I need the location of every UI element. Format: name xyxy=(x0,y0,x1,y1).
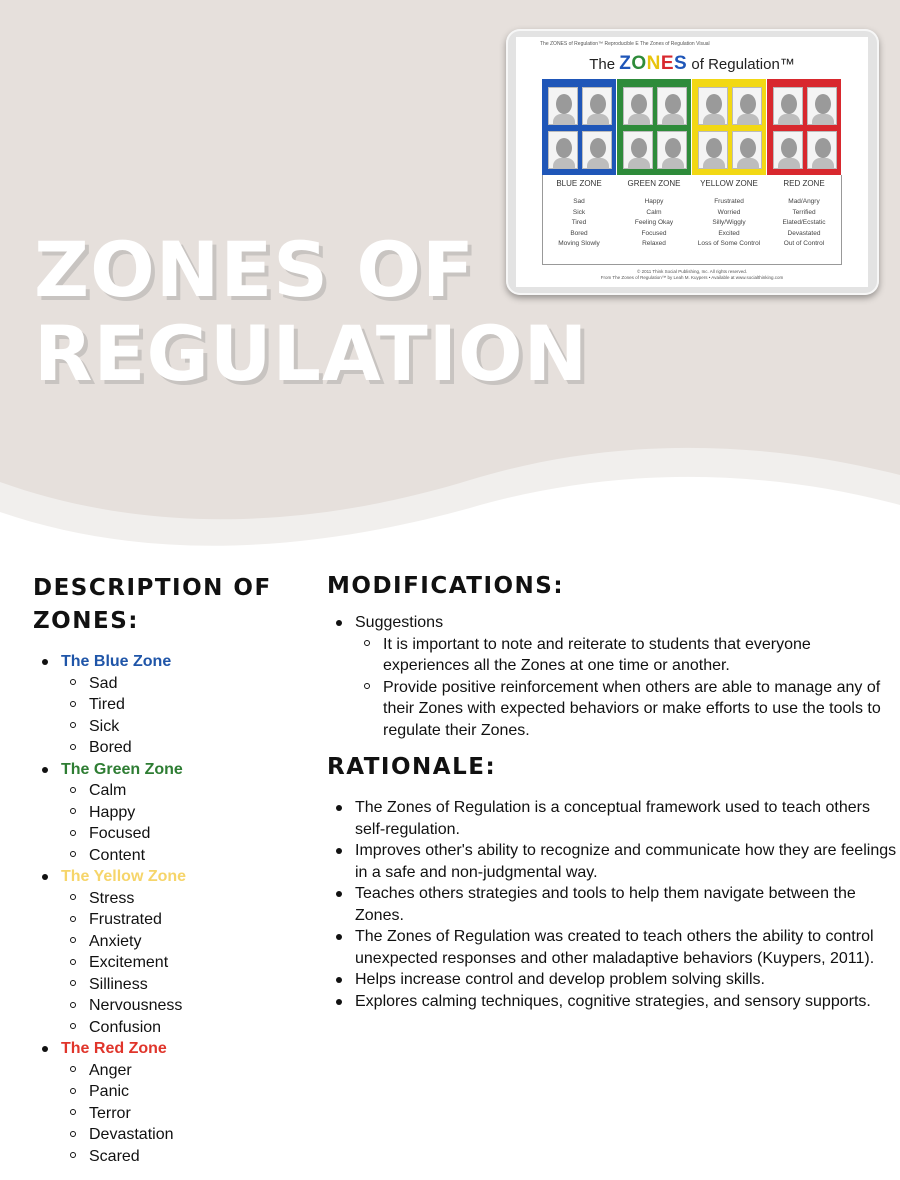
face-head xyxy=(781,138,797,158)
description-heading: DESCRIPTION OF ZONES: xyxy=(33,575,272,634)
list-item: Stress xyxy=(61,888,303,910)
face-head xyxy=(631,138,647,158)
zone-emotion: Terrified xyxy=(792,208,816,216)
list-item: Improves other's ability to recognize and communicate how they are feelings in a safe and non-judgmental way. xyxy=(327,840,897,883)
child-face-illustration xyxy=(657,87,687,125)
zone-faces-panel xyxy=(617,79,691,175)
zone-emotion: Mad/Angry xyxy=(788,198,820,205)
face-head xyxy=(590,94,606,114)
list-item: Content xyxy=(61,845,303,867)
face-body xyxy=(662,158,684,168)
list-item: Anger xyxy=(61,1060,303,1082)
zone-name: The Green Zone xyxy=(61,760,183,778)
face-body xyxy=(812,114,834,124)
modifications-sublist xyxy=(355,634,897,742)
list-item: Provide positive reinforcement when others are able to manage any of their Zones with expected behaviors or make efforts to use the tools to regulate their Zones. xyxy=(355,677,897,742)
zone-emotion: Focused xyxy=(641,229,667,237)
modifications-list xyxy=(327,612,897,741)
child-face-illustration xyxy=(698,131,728,169)
zone-emotion: Worried xyxy=(717,208,741,216)
zone-emotion: Out of Control xyxy=(783,240,825,248)
face-head xyxy=(556,94,572,114)
face-head xyxy=(815,94,831,114)
face-head xyxy=(665,94,681,114)
zone-emotion: Excited xyxy=(718,229,740,237)
list-item: Silliness xyxy=(61,974,303,996)
list-item: Explores calming techniques, cognitive strategies, and sensory supports. xyxy=(327,991,897,1013)
zones-table-border xyxy=(542,175,842,265)
chart-title: The ZONES of Regulation™ xyxy=(589,53,795,74)
description-section xyxy=(33,572,303,1167)
zone-name: The Red Zone xyxy=(61,1040,167,1057)
list-item: Sad xyxy=(61,673,303,695)
zone-faces-panel xyxy=(542,79,616,175)
zone-emotion: Frustrated xyxy=(714,198,744,205)
zone-faces-panel xyxy=(692,79,766,175)
list-item: Nervousness xyxy=(61,995,303,1017)
child-face-illustration xyxy=(548,131,578,169)
zone-sublist xyxy=(61,1060,303,1168)
face-head xyxy=(590,138,606,158)
face-body xyxy=(737,114,759,124)
zone-emotion: Calm xyxy=(646,208,662,216)
chart-footer: © 2011 Think Social Publishing, Inc. All rights reserved. From The Zones of Regulation™ by Leah M. Kuypers • Available at www.socialthinking.com xyxy=(600,269,784,280)
child-face-illustration xyxy=(548,87,578,125)
face-head xyxy=(781,94,797,114)
face-body xyxy=(703,114,725,124)
zone-emotion: Relaxed xyxy=(642,240,666,248)
list-item: Teaches others strategies and tools to help them navigate between the Zones. xyxy=(327,883,897,926)
wave-divider xyxy=(0,420,900,580)
zone-emotion: Sad xyxy=(573,198,585,205)
list-item: The Zones of Regulation was created to teach others the ability to control unexpected responses and other maladaptive behaviors (Kuypers, 2011). xyxy=(327,926,897,969)
zone-column-label: RED ZONE xyxy=(783,179,825,188)
chart-header-small: The ZONES of Regulation™ Reproducible E The Zones of Regulation Visual xyxy=(540,41,710,47)
zone-list-item xyxy=(33,1038,303,1167)
face-body xyxy=(662,114,684,124)
list-item: It is important to note and reiterate to students that everyone experiences all the Zones at one time or another. xyxy=(355,634,897,677)
list-item: Happy xyxy=(61,802,303,824)
face-body xyxy=(587,114,609,124)
face-body xyxy=(553,114,575,124)
zone-sublist xyxy=(61,673,303,759)
list-item: Helps increase control and develop problem solving skills. xyxy=(327,969,897,991)
list-item: Scared xyxy=(61,1146,303,1168)
face-body xyxy=(628,158,650,168)
zone-emotion: Tired xyxy=(571,219,587,227)
rationale-list xyxy=(327,797,897,1012)
face-body xyxy=(778,158,800,168)
zone-name: The Blue Zone xyxy=(61,653,172,670)
face-head xyxy=(815,138,831,158)
zone-column-label: GREEN ZONE xyxy=(627,179,681,188)
list-item: The Zones of Regulation is a conceptual framework used to teach others self-regulation. xyxy=(327,797,897,840)
list-item: Suggestions It is important to note and reiterate to students that everyone experiences all the Zones at one time or another. Provide positive reinforcement when others are able to manage any of their Zones with expected behaviors or make efforts to use the tools to regulate their Zones. xyxy=(327,612,897,741)
face-body xyxy=(812,158,834,168)
page-title: ZONES OF REGULATION xyxy=(34,225,589,398)
face-body xyxy=(587,158,609,168)
zones-chart-screen xyxy=(516,37,868,287)
child-face-illustration xyxy=(732,87,762,125)
child-face-illustration xyxy=(698,87,728,125)
modifications-heading: MODIFICATIONS: xyxy=(327,573,565,599)
list-item: Tired xyxy=(61,694,303,716)
face-head xyxy=(706,138,722,158)
face-head xyxy=(706,94,722,114)
face-head xyxy=(556,138,572,158)
list-item: Bored xyxy=(61,737,303,759)
list-item: Confusion xyxy=(61,1017,303,1039)
list-item: Frustrated xyxy=(61,909,303,931)
zone-emotion: Happy xyxy=(644,198,664,205)
face-head xyxy=(665,138,681,158)
zone-emotion: Bored xyxy=(570,229,588,237)
list-item: Excitement xyxy=(61,952,303,974)
zone-emotion: Sick xyxy=(572,208,586,216)
list-item: Terror xyxy=(61,1103,303,1125)
zone-emotion: Feeling Okay xyxy=(634,219,674,227)
face-body xyxy=(737,158,759,168)
child-face-illustration xyxy=(732,131,762,169)
zones-chart-tablet xyxy=(506,29,879,295)
zones-description-list xyxy=(33,651,303,1167)
zone-emotion: Moving Slowly xyxy=(558,240,600,248)
face-body xyxy=(778,114,800,124)
zone-list-item xyxy=(33,759,303,867)
child-face-illustration xyxy=(623,131,653,169)
child-face-illustration xyxy=(582,131,612,169)
face-head xyxy=(740,94,756,114)
zone-emotion: Loss of Some Control xyxy=(697,240,761,248)
face-body xyxy=(553,158,575,168)
list-item: Anxiety xyxy=(61,931,303,953)
face-body xyxy=(628,114,650,124)
child-face-illustration xyxy=(807,131,837,169)
rationale-heading: RATIONALE: xyxy=(327,754,497,780)
zone-emotion: Elated/Ecstatic xyxy=(782,219,826,227)
child-face-illustration xyxy=(807,87,837,125)
zone-column-label: BLUE ZONE xyxy=(556,179,602,188)
zone-list-item xyxy=(33,651,303,759)
zone-emotion: Silly/Wiggly xyxy=(712,219,746,227)
face-body xyxy=(703,158,725,168)
zone-column-label: YELLOW ZONE xyxy=(700,179,758,188)
face-head xyxy=(631,94,647,114)
zone-emotion: Devastated xyxy=(787,229,821,237)
child-face-illustration xyxy=(657,131,687,169)
face-head xyxy=(740,138,756,158)
zone-sublist xyxy=(61,780,303,866)
child-face-illustration xyxy=(623,87,653,125)
list-item: Devastation xyxy=(61,1124,303,1146)
list-item: Sick xyxy=(61,716,303,738)
zone-name: The Yellow Zone xyxy=(61,868,187,885)
list-item: Calm xyxy=(61,780,303,802)
list-item: Panic xyxy=(61,1081,303,1103)
right-section xyxy=(327,570,897,1012)
list-item: Focused xyxy=(61,823,303,845)
chart-title-zones-word: ZONES xyxy=(619,53,688,74)
child-face-illustration xyxy=(773,87,803,125)
child-face-illustration xyxy=(582,87,612,125)
zone-faces-panel xyxy=(767,79,841,175)
zone-sublist xyxy=(61,888,303,1039)
child-face-illustration xyxy=(773,131,803,169)
zone-list-item xyxy=(33,866,303,1038)
